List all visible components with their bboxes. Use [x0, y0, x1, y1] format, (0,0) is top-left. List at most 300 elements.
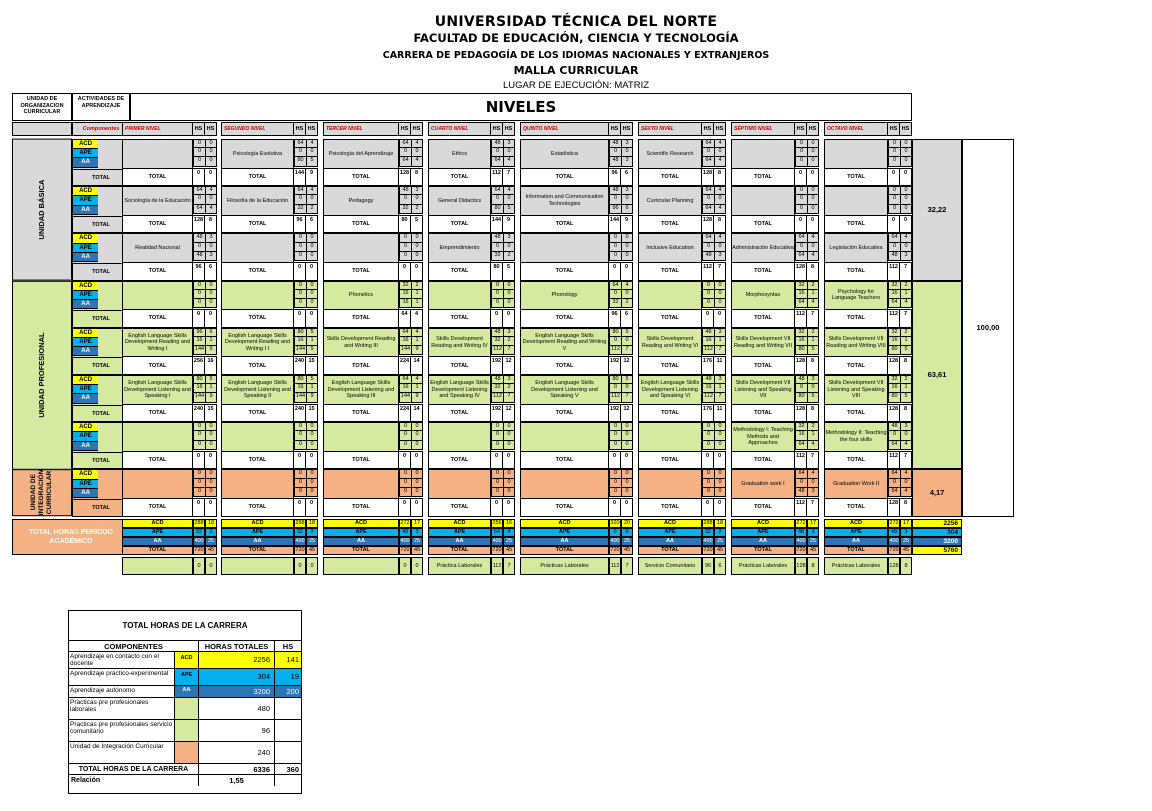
summary-components-header: COMPONENTES — [69, 641, 199, 652]
credits-value: 4 — [306, 186, 318, 195]
hs-label: HS — [305, 123, 317, 135]
total-credits: 7 — [900, 262, 912, 281]
total-hours: 128 — [399, 168, 411, 187]
period-hours: 720 — [399, 546, 411, 555]
period-credits: 18 — [306, 519, 318, 528]
total-credits: 6 — [621, 309, 633, 328]
credits-value: 0 — [621, 252, 633, 261]
credits-value: 0 — [714, 243, 726, 252]
course-name: Methodology II: Teaching the four skills — [824, 422, 888, 451]
hours-value: 0 — [491, 148, 503, 157]
period-credits: 25 — [306, 537, 318, 546]
course-name — [731, 186, 795, 215]
credits-value: 3 — [503, 233, 515, 242]
hours-value: 0 — [888, 431, 900, 440]
total-hours: 96 — [294, 215, 306, 234]
total-hours: 80 — [399, 215, 411, 234]
hours-value: 0 — [609, 290, 621, 299]
hours-value: 0 — [888, 479, 900, 488]
total-label: TOTAL — [323, 168, 399, 187]
total-hours: 240 — [294, 404, 306, 423]
credits-value: 3 — [621, 139, 633, 148]
hours-value: 0 — [888, 243, 900, 252]
hours-value: 0 — [193, 488, 205, 497]
credits-value: 2 — [411, 205, 423, 214]
badge-ape: APE — [73, 432, 98, 441]
period-row-label: TOTAL — [638, 546, 702, 555]
hours-value: 96 — [609, 205, 621, 214]
total-credits: 8 — [807, 262, 819, 281]
level-name: QUINTO NIVEL — [523, 126, 559, 132]
badge-aa: AA — [73, 206, 98, 215]
credits-value: 0 — [306, 233, 318, 242]
credits-value: 4 — [714, 157, 726, 166]
total-credits: 8 — [900, 356, 912, 375]
period-row-label: AA — [323, 537, 399, 546]
total-credits: 5 — [411, 215, 423, 234]
hours-value: 32 — [491, 384, 503, 393]
total-label: TOTAL — [428, 404, 491, 423]
period-hours: 400 — [609, 537, 621, 546]
credits-value: 2 — [621, 299, 633, 308]
credits-value: 2 — [807, 328, 819, 337]
period-credits: 3 — [900, 528, 912, 537]
total-hours: 128 — [888, 404, 900, 423]
course-name: Skills Development VII Reading and Writing VII — [731, 328, 795, 357]
period-hours: 400 — [399, 537, 411, 546]
hours-value: 32 — [888, 328, 900, 337]
hours-value: 0 — [702, 469, 714, 478]
total-hours: 256 — [193, 356, 205, 375]
credits-value: 3 — [205, 233, 217, 242]
career-title: CARRERA DE PEDAGOGÍA DE LOS IDIOMAS NACIONALES Y EXTRANJEROS — [382, 50, 770, 61]
total-credits: 0 — [205, 498, 217, 517]
total-label: TOTAL — [731, 356, 795, 375]
course-name: Graduation work I — [731, 469, 795, 498]
period-credits: 17 — [807, 519, 819, 528]
period-credits: 2 — [205, 528, 217, 537]
course-name — [638, 281, 702, 310]
total-hours: 0 — [491, 309, 503, 328]
total-credits: 0 — [503, 498, 515, 517]
practice-hours: 0 — [399, 557, 411, 575]
total-hours: 112 — [795, 498, 807, 517]
total-credits: 12 — [621, 356, 633, 375]
hours-value: 16 — [888, 290, 900, 299]
componentes-header: Componentes — [72, 122, 130, 136]
total-label: TOTAL — [520, 451, 609, 470]
total-credits: 0 — [503, 451, 515, 470]
unit-percentage: 32,22 — [912, 139, 962, 281]
level-header-7 — [731, 122, 819, 136]
hours-value: 16 — [702, 384, 714, 393]
course-name: Morphosyntax — [731, 281, 795, 310]
credits-value: 0 — [900, 139, 912, 148]
total-hours: 0 — [193, 451, 205, 470]
course-name: Inclusive Education — [638, 233, 702, 262]
course-name: English Language Skills Development Listening and Speaking III — [323, 375, 399, 404]
total-label: TOTAL — [824, 404, 888, 423]
period-hours: 400 — [294, 537, 306, 546]
total-label: TOTAL — [221, 451, 294, 470]
hours-value: 0 — [294, 422, 306, 431]
summary-row-hs: 200 — [275, 686, 301, 698]
course-name — [638, 422, 702, 451]
credits-value: 5 — [621, 375, 633, 384]
credits-value: 4 — [714, 233, 726, 242]
credits-value: 0 — [205, 431, 217, 440]
total-hours: 0 — [399, 451, 411, 470]
hours-value: 32 — [795, 422, 807, 431]
hours-value: 32 — [491, 337, 503, 346]
hours-value: 144 — [399, 393, 411, 402]
hours-value: 80 — [294, 375, 306, 384]
credits-value: 0 — [714, 281, 726, 290]
course-name — [221, 233, 294, 262]
total-credits: 8 — [900, 498, 912, 517]
summary-row-label: Aprendizaje en contacto con el docente — [69, 652, 175, 669]
badge-acd: ACD — [73, 234, 98, 243]
period-hours: 400 — [193, 537, 205, 546]
total-label: TOTAL — [638, 262, 702, 281]
hours-value: 64 — [795, 252, 807, 261]
hours-value: 0 — [294, 488, 306, 497]
total-label: TOTAL — [824, 309, 888, 328]
hours-value: 64 — [702, 205, 714, 214]
credits-value: 0 — [621, 431, 633, 440]
total-label: TOTAL — [73, 452, 129, 470]
hours-value: 0 — [795, 148, 807, 157]
credits-value: 0 — [205, 139, 217, 148]
hours-value: 112 — [609, 393, 621, 402]
hours-value: 64 — [399, 328, 411, 337]
hours-value: 0 — [399, 441, 411, 450]
credits-value: 0 — [714, 148, 726, 157]
total-label: TOTAL — [824, 498, 888, 517]
hours-value: 0 — [795, 205, 807, 214]
hs-label: HS — [887, 123, 899, 135]
period-total-label: TOTAL HORAS PERÍODO ACADÉMICO — [12, 519, 130, 556]
total-credits: 6 — [306, 215, 318, 234]
credits-value: 0 — [205, 157, 217, 166]
summary-row-hs: 141 — [275, 652, 301, 669]
course-name — [428, 469, 491, 498]
hours-value: 80 — [888, 346, 900, 355]
credits-value: 0 — [714, 299, 726, 308]
summary-row-hs — [275, 742, 301, 764]
total-credits: 11 — [714, 404, 726, 423]
credits-value: 0 — [411, 233, 423, 242]
total-credits: 0 — [621, 498, 633, 517]
total-label: TOTAL — [73, 263, 129, 281]
total-hours: 192 — [609, 404, 621, 423]
total-hours: 0 — [702, 498, 714, 517]
credits-value: 0 — [621, 148, 633, 157]
credits-value: 4 — [411, 375, 423, 384]
total-label: TOTAL — [221, 215, 294, 234]
credits-value: 0 — [503, 422, 515, 431]
total-hours: 0 — [888, 215, 900, 234]
grand-total-value: 5760 — [912, 546, 962, 555]
credits-value: 1 — [411, 290, 423, 299]
credits-value: 4 — [503, 157, 515, 166]
badge-ape: APE — [73, 196, 98, 205]
credits-value: 5 — [503, 205, 515, 214]
period-credits: 45 — [621, 546, 633, 555]
total-hours: 0 — [193, 309, 205, 328]
practice-credits: 0 — [205, 557, 217, 575]
period-credits: 45 — [503, 546, 515, 555]
badge-aa: AA — [73, 300, 98, 309]
hours-value: 48 — [609, 139, 621, 148]
badge-ape: APE — [73, 338, 98, 347]
hours-value: 0 — [491, 243, 503, 252]
credits-value: 7 — [714, 393, 726, 402]
hours-value: 0 — [702, 243, 714, 252]
total-label: TOTAL — [122, 309, 193, 328]
period-credits: 25 — [205, 537, 217, 546]
credits-value: 0 — [621, 243, 633, 252]
hours-value: 0 — [609, 422, 621, 431]
period-credits: 20 — [621, 519, 633, 528]
total-hours: 240 — [193, 404, 205, 423]
hours-value: 0 — [399, 233, 411, 242]
credits-value: 0 — [411, 469, 423, 478]
credits-value: 0 — [621, 195, 633, 204]
total-credits: 0 — [714, 309, 726, 328]
total-hours: 0 — [294, 451, 306, 470]
hours-value: 16 — [888, 337, 900, 346]
total-credits: 0 — [900, 168, 912, 187]
total-label: TOTAL — [520, 309, 609, 328]
total-label: TOTAL — [122, 356, 193, 375]
period-hours: 272 — [888, 519, 900, 528]
period-hours: 64 — [491, 528, 503, 537]
credits-value: 5 — [621, 328, 633, 337]
total-label: TOTAL — [638, 451, 702, 470]
summary-row-total: 96 — [199, 720, 275, 742]
credits-value: 4 — [205, 186, 217, 195]
credits-value: 0 — [306, 431, 318, 440]
credits-value: 5 — [807, 346, 819, 355]
credits-value: 0 — [621, 384, 633, 393]
hours-value: 144 — [193, 346, 205, 355]
hours-value: 16 — [702, 337, 714, 346]
total-label: TOTAL — [221, 262, 294, 281]
credits-value: 0 — [503, 148, 515, 157]
hours-value: 0 — [888, 205, 900, 214]
total-hours: 0 — [609, 451, 621, 470]
credits-value: 0 — [411, 488, 423, 497]
period-row-label: AA — [731, 537, 795, 546]
total-label: TOTAL — [520, 404, 609, 423]
hours-value: 48 — [193, 233, 205, 242]
hours-value: 32 — [491, 252, 503, 261]
period-row-label: AA — [428, 537, 491, 546]
course-name — [221, 422, 294, 451]
hours-value: 0 — [702, 488, 714, 497]
credits-value: 9 — [411, 346, 423, 355]
badge-ape: APE — [73, 291, 98, 300]
hours-value: 0 — [294, 233, 306, 242]
hours-value: 64 — [294, 139, 306, 148]
hs-label: HS — [410, 123, 422, 135]
hours-value: 0 — [193, 479, 205, 488]
hours-value: 0 — [795, 157, 807, 166]
credits-value: 3 — [621, 186, 633, 195]
credits-value: 3 — [807, 375, 819, 384]
summary-row-badge — [175, 720, 199, 742]
total-hours: 112 — [491, 168, 503, 187]
course-name — [122, 422, 193, 451]
practice-name — [122, 557, 193, 575]
credits-value: 0 — [205, 299, 217, 308]
hours-value: 0 — [399, 479, 411, 488]
course-name: Skills Development Reading and Writing IV — [428, 328, 491, 357]
total-label: TOTAL — [323, 356, 399, 375]
credits-value: 0 — [900, 479, 912, 488]
hs-label: HS — [713, 123, 725, 135]
badge-aa: AA — [73, 347, 98, 356]
total-credits: 12 — [621, 404, 633, 423]
credits-value: 0 — [411, 431, 423, 440]
credits-value: 0 — [714, 195, 726, 204]
hours-value: 0 — [795, 139, 807, 148]
practice-name: Prácticas Laborales — [520, 557, 609, 575]
hours-value: 0 — [609, 431, 621, 440]
badge-ape: APE — [73, 244, 98, 253]
hours-value: 112 — [702, 393, 714, 402]
period-hours: 400 — [491, 537, 503, 546]
total-credits: 0 — [306, 451, 318, 470]
credits-value: 5 — [306, 157, 318, 166]
credits-value: 0 — [900, 148, 912, 157]
course-name: English Language Skills Development Reading and Writing V — [520, 328, 609, 357]
total-credits: 7 — [503, 168, 515, 187]
total-label: TOTAL — [428, 262, 491, 281]
hours-value: 0 — [491, 290, 503, 299]
hours-value: 0 — [491, 281, 503, 290]
credits-value: 3 — [503, 375, 515, 384]
hours-value: 0 — [491, 431, 503, 440]
total-hours: 144 — [294, 168, 306, 187]
total-label: TOTAL — [824, 451, 888, 470]
credits-value: 1 — [900, 337, 912, 346]
period-row-label: APE — [122, 528, 193, 537]
total-label: TOTAL — [122, 451, 193, 470]
total-credits: 12 — [503, 356, 515, 375]
course-name — [428, 281, 491, 310]
hours-value: 0 — [702, 281, 714, 290]
total-credits: 7 — [900, 309, 912, 328]
period-row-label: ACD — [221, 519, 294, 528]
credits-value: 5 — [306, 328, 318, 337]
period-hours: 288 — [702, 519, 714, 528]
credits-value: 1 — [900, 384, 912, 393]
hours-value: 0 — [702, 195, 714, 204]
total-hours: 112 — [795, 309, 807, 328]
credits-value: 2 — [306, 205, 318, 214]
total-credits: 15 — [306, 404, 318, 423]
credits-value: 0 — [205, 488, 217, 497]
hs-label: HS — [620, 123, 632, 135]
hours-value: 0 — [491, 422, 503, 431]
hours-value: 0 — [399, 469, 411, 478]
total-credits: 16 — [205, 356, 217, 375]
period-credits: 3 — [807, 528, 819, 537]
total-hours: 112 — [888, 451, 900, 470]
credits-value: 3 — [621, 157, 633, 166]
total-label: TOTAL — [122, 404, 193, 423]
hours-value: 112 — [609, 346, 621, 355]
period-credits: 45 — [900, 546, 912, 555]
hours-value: 0 — [399, 422, 411, 431]
course-name — [323, 233, 399, 262]
practice-hours: 96 — [702, 557, 714, 575]
hours-value: 16 — [399, 384, 411, 393]
period-hours: 32 — [193, 528, 205, 537]
total-hours: 0 — [491, 498, 503, 517]
hours-value: 0 — [193, 195, 205, 204]
credits-value: 0 — [503, 299, 515, 308]
hours-value: 0 — [193, 243, 205, 252]
period-hours: 720 — [609, 546, 621, 555]
total-label: TOTAL — [638, 215, 702, 234]
badge-aa: AA — [73, 442, 98, 451]
total-label: TOTAL — [428, 451, 491, 470]
credits-value: 5 — [900, 346, 912, 355]
period-hours: 0 — [609, 528, 621, 537]
total-hours: 0 — [294, 262, 306, 281]
total-hours: 144 — [491, 215, 503, 234]
course-name — [731, 139, 795, 168]
credits-value: 0 — [411, 441, 423, 450]
badge-acd: ACD — [73, 187, 98, 196]
course-name — [323, 422, 399, 451]
total-label: TOTAL — [323, 451, 399, 470]
credits-value: 0 — [411, 195, 423, 204]
total-label: TOTAL — [221, 168, 294, 187]
period-credits: 25 — [411, 537, 423, 546]
total-hours: 112 — [795, 451, 807, 470]
total-credits: 15 — [306, 356, 318, 375]
practice-name: Práctica Laborales — [428, 557, 491, 575]
total-credits: 15 — [205, 404, 217, 423]
credits-value: 3 — [503, 139, 515, 148]
credits-value: 1 — [205, 384, 217, 393]
period-credits: 45 — [411, 546, 423, 555]
total-label: TOTAL — [323, 404, 399, 423]
summary-row-label: Practicas pre profesionales laborales — [69, 698, 175, 720]
credits-value: 0 — [503, 431, 515, 440]
practice-credits: 0 — [411, 557, 423, 575]
hours-value: 0 — [609, 441, 621, 450]
hours-value: 0 — [702, 290, 714, 299]
total-label: TOTAL — [73, 216, 129, 234]
total-credits: 0 — [900, 215, 912, 234]
credits-value: 1 — [807, 290, 819, 299]
course-name: English Language Skills Development Reading and Writing I — [122, 328, 193, 357]
course-name: Phonology — [520, 281, 609, 310]
hours-value: 0 — [702, 148, 714, 157]
credits-value: 0 — [306, 290, 318, 299]
total-hours: 0 — [609, 262, 621, 281]
credits-value: 4 — [205, 205, 217, 214]
credits-value: 0 — [714, 431, 726, 440]
hours-value: 112 — [702, 346, 714, 355]
period-credits: 25 — [807, 537, 819, 546]
practice-hours: 112 — [609, 557, 621, 575]
